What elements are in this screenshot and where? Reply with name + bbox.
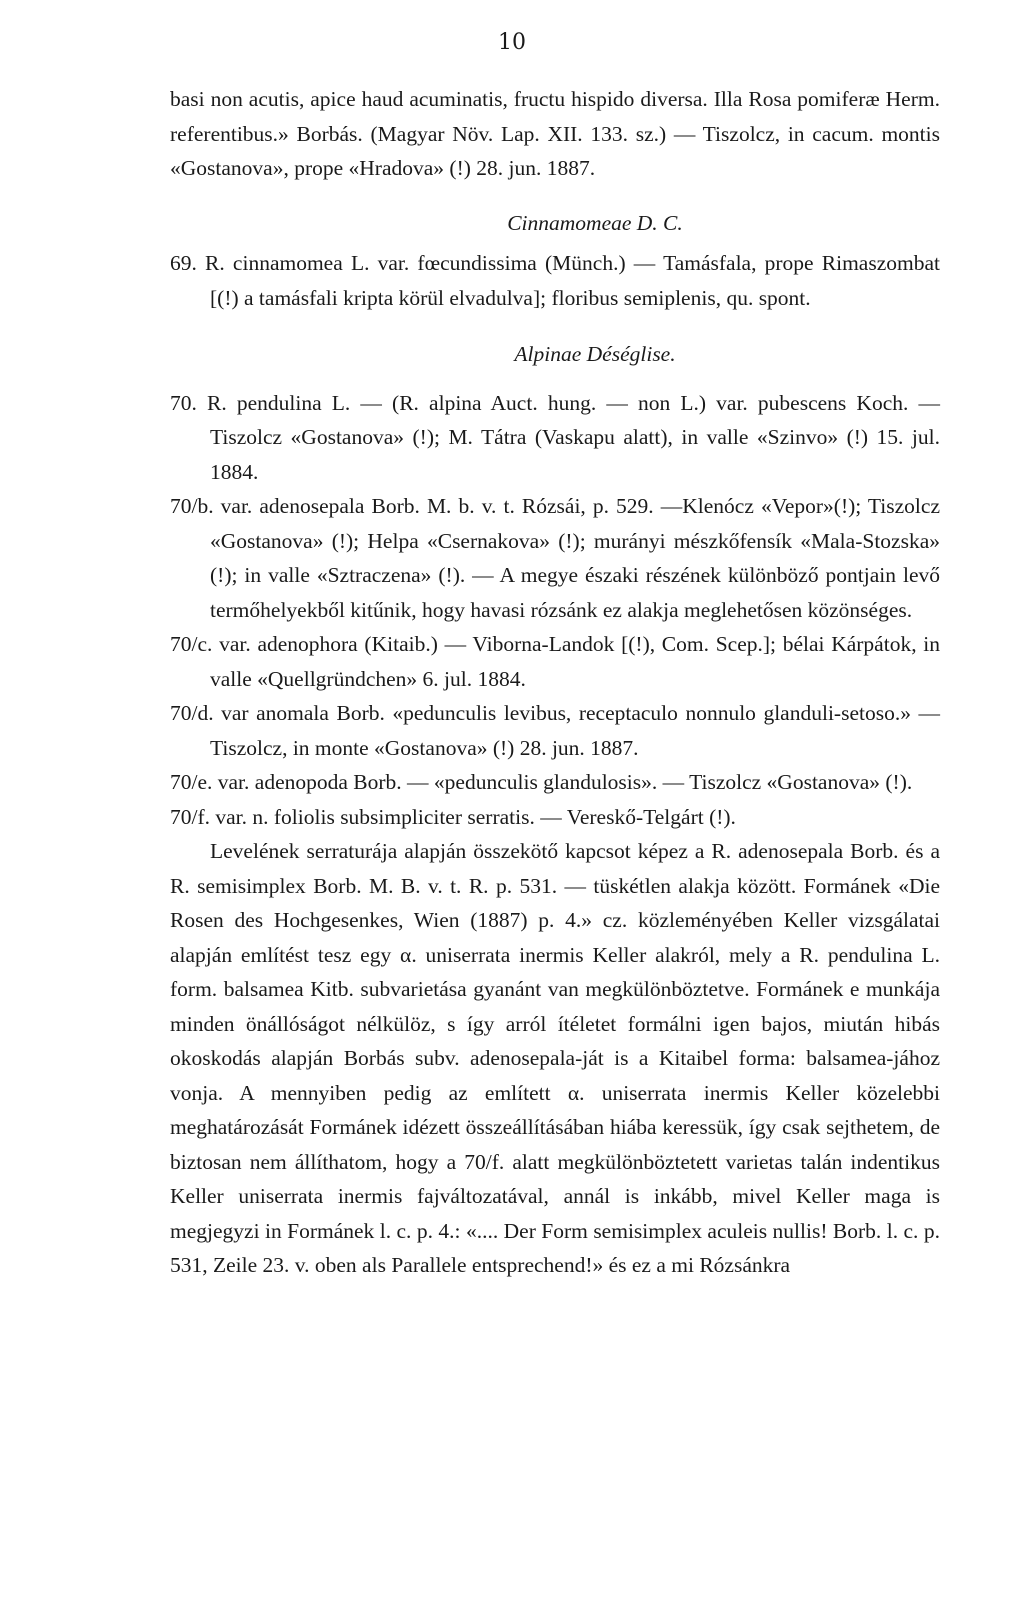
entry-70c: 70/c. var. adenophora (Kitaib.) — Viborna-Landok [(!), Com. Scep.]; bélai Kárpátok, in valle «Quellgründchen» 6. jul. 1884. (170, 632, 940, 691)
entry-70d: 70/d. var anomala Borb. «pedunculis levibus, receptaculo nonnulo glanduli-setoso.» — Tiszolcz, in monte «Gostanova» (!) 28. jun. 1887. (170, 701, 940, 760)
page-body (170, 82, 940, 1283)
entry-70b: 70/b. var. adenosepala Borb. M. b. v. t. Rózsái, p. 529. —Klenócz «Vepor»(!); Tiszolcz «Gostanova» (!); Helpa «Csernakova» (!); murányi mészkőfensík «Mala-Stozska» (!); in valle «Sztraczena» (!). — A megye északi részének különböző pontjain levő termőhelyekből kitűnik, hogy havasi rózsánk ez alakja meglehetősen közönséges. (170, 494, 940, 622)
entry-70f: 70/f. var. n. foliolis subsimpliciter serratis. — Vereskő-Telgárt (!). (170, 804, 736, 829)
entry-69: 69. R. cinnamomea L. var. fœcundissima (Münch.) — Tamásfala, prope Rimaszombat [(!) a tamásfali kripta körül elvadulva]; floribus semiplenis, qu. spont. (170, 251, 940, 310)
section-heading-cinnamomeae: Cinnamomeae D. C. (507, 210, 683, 235)
entry-70: 70. R. pendulina L. — (R. alpina Auct. hung. — non L.) var. pubescens Koch. — Tiszolcz «Gostanova» (!); M. Tátra (Vaskapu alatt), in valle «Szinvo» (!) 15. jul. 1884. (170, 390, 940, 484)
page-number: 10 (498, 30, 526, 55)
entry-70e: 70/e. var. adenopoda Borb. — «pedunculis glandulosis». — Tiszolcz «Gostanova» (!). (170, 770, 913, 794)
paragraph-continuation: basi non acutis, apice haud acuminatis, fructu hispido diversa. Illa Rosa pomiferæ Herm. referentibus.» Borbás. (Magyar Növ. Lap. XII. 133. sz.) — Tiszolcz, in cacum. montis «Gostanova», prope «Hradova» (!) 28. jun. 1887. (170, 87, 940, 180)
commentary-paragraph: Levelének serraturája alapján összekötő kapcsot képez a R. adenosepala Borb. és a R. semisimplex Borb. M. B. v. t. R. p. 531. — tüskétlen alakja között. Formánek «Die Rosen des Hochgesenkes, Wien (1887) p. 4.» cz. közleményében Keller vizsgálatai alapján említést tesz egy α. uniserrata inermis Keller alakról, mely a R. pendulina L. form. balsamea Kitb. subvarietása gyanánt van megkülönböztetve. Formánek e munkája minden önállóságot nélkülöz, s így arról ítéletet formálni igen bajos, miután hibás okoskodás alapján Borbás subv. adenosepala-ját is a Kitaibel forma: balsamea-jához vonja. A mennyiben pedig az említett α. uniserrata inermis Keller közelebbi meghatározását Formánek idézett összeállításában hiába keressük, így csak sejthetem, de biztosan nem állíthatom, hogy a 70/f. alatt megkülönböztetett varietas talán indentikus Keller uniserrata inermis fajváltozatával, annál is inkább, mivel Keller maga is megjegyzi in Formánek l. c. p. 4.: «.... Der Form semisimplex aculeis nullis! Borb. l. c. p. 531, Zeile 23. v. oben als Parallele entsprechend!» és ez a mi Rózsánkra (170, 839, 940, 1277)
section-heading-alpinae: Alpinae Déséglise. (514, 342, 676, 366)
